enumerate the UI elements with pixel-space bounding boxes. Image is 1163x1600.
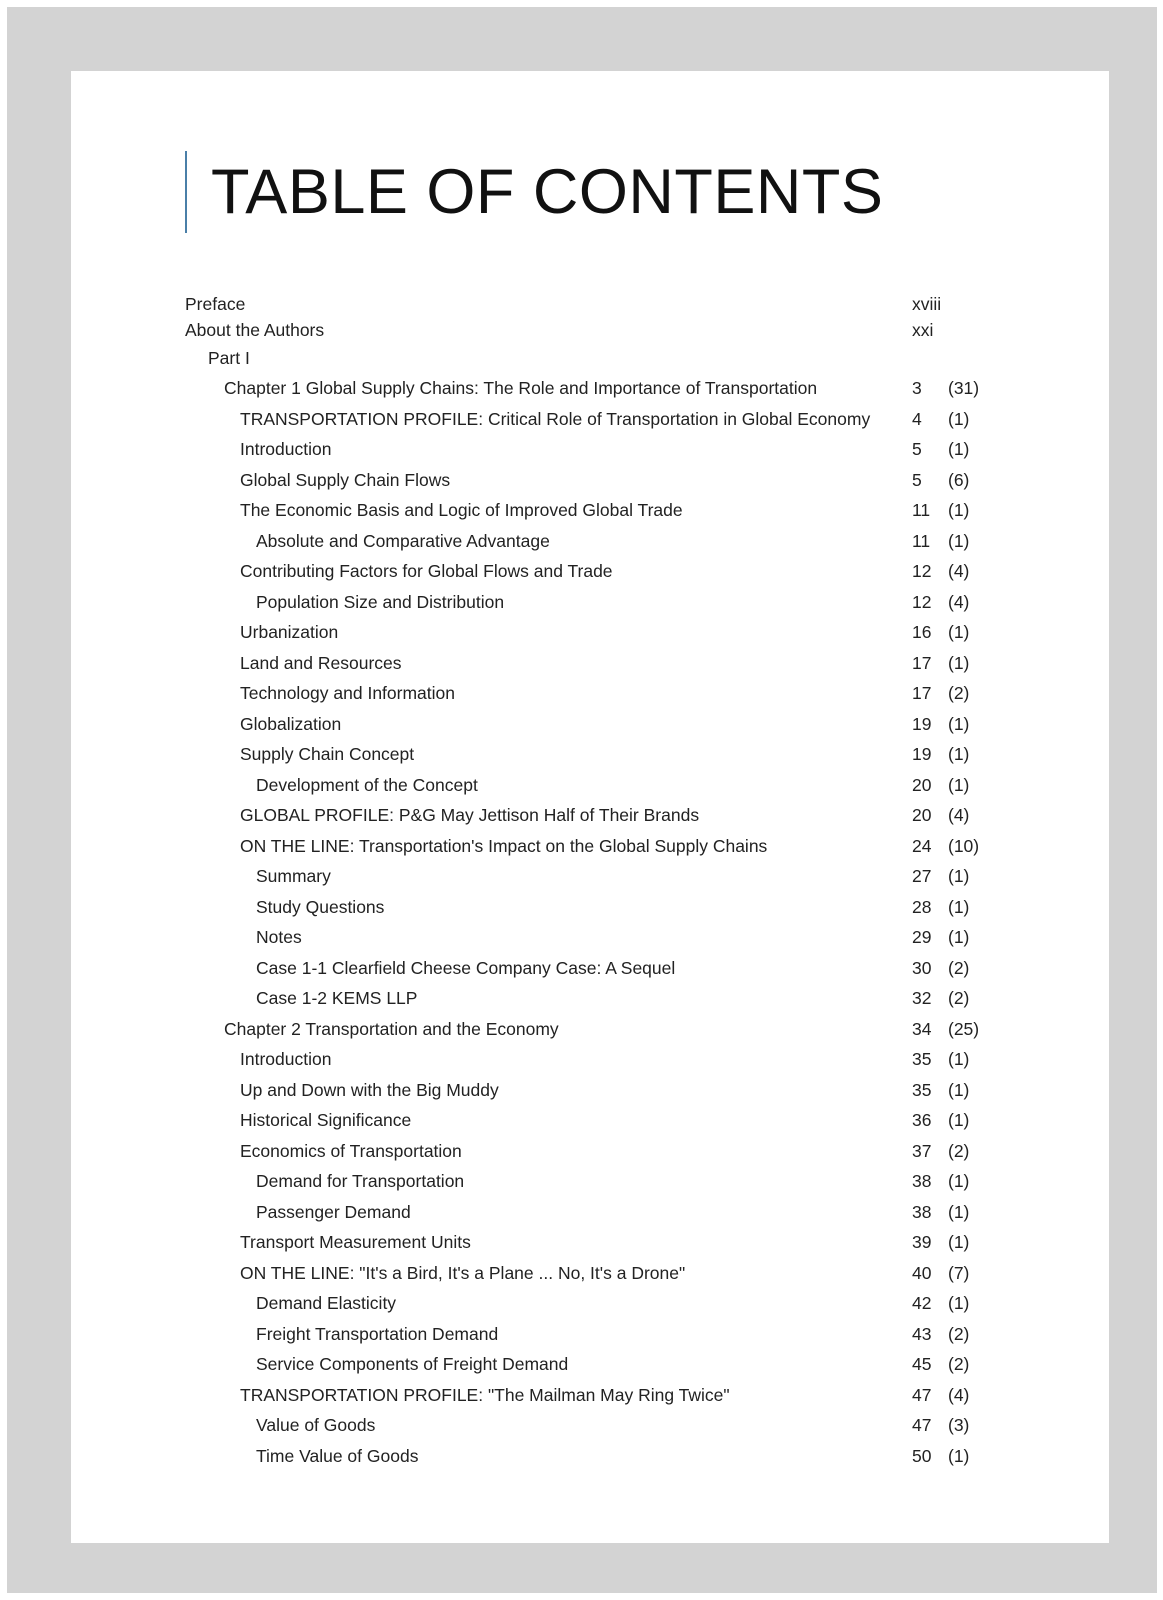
toc-entry[interactable] xyxy=(71,861,1109,891)
toc-entry-page-count: (1) xyxy=(948,530,970,551)
toc-entry-title: Contributing Factors for Global Flows and Trade xyxy=(240,561,613,581)
toc-entry-page: 30 xyxy=(912,957,932,978)
toc-entry-page-count: (1) xyxy=(948,622,970,642)
toc-entry-page: 37 xyxy=(912,1140,932,1161)
toc-entry[interactable] xyxy=(71,800,1109,830)
page-title: TABLE OF CONTENTS xyxy=(211,157,884,227)
toc-entry[interactable] xyxy=(71,404,1109,434)
toc-entry-page-count: (1) xyxy=(948,1171,970,1191)
toc-entry[interactable] xyxy=(71,1197,1109,1227)
toc-entry[interactable] xyxy=(71,1166,1109,1196)
toc-entry-page-count: (1) xyxy=(948,1445,970,1466)
toc-entry[interactable] xyxy=(71,495,1109,525)
toc-entry-title: Value of Goods xyxy=(256,1415,376,1435)
toc-entry[interactable] xyxy=(71,1258,1109,1288)
toc-entry[interactable] xyxy=(71,1349,1109,1379)
toc-entry-title: Global Supply Chain Flows xyxy=(240,469,451,490)
toc-entry-title: Technology and Information xyxy=(240,683,455,703)
toc-entry-page-count: (2) xyxy=(948,988,970,1008)
toc-entry-page-count: (1) xyxy=(948,927,970,947)
toc-entry-page-count: (1) xyxy=(948,500,970,520)
toc-entry-page: 38 xyxy=(912,1171,932,1191)
toc-entry-title: Case 1-1 Clearfield Cheese Company Case: A Sequel xyxy=(256,957,676,978)
toc-entry-title: Case 1-2 KEMS LLP xyxy=(256,988,418,1008)
toc-entry-page-count: (1) xyxy=(948,896,970,917)
toc-entry-title: GLOBAL PROFILE: P&G May Jettison Half of Their Brands xyxy=(240,805,700,825)
toc-entry-page: 20 xyxy=(912,774,932,795)
toc-entry-page-count: (3) xyxy=(948,1415,970,1435)
toc-entry-title: Population Size and Distribution xyxy=(256,591,505,612)
toc-entry-title: Development of the Concept xyxy=(256,774,478,795)
toc-entry[interactable] xyxy=(71,922,1109,952)
toc-entry-title: Part I xyxy=(208,348,250,368)
toc-entry-title: ON THE LINE: Transportation's Impact on the Global Supply Chains xyxy=(240,835,768,856)
toc-entry[interactable] xyxy=(71,770,1109,800)
toc-entry-page-count: (1) xyxy=(948,1201,970,1222)
toc-entry-page: 43 xyxy=(912,1323,932,1344)
toc-entry-title: Supply Chain Concept xyxy=(240,744,415,764)
toc-entry[interactable] xyxy=(71,556,1109,586)
toc-entry-title: Transport Measurement Units xyxy=(240,1232,471,1252)
toc-entry-page-count: (1) xyxy=(948,408,970,429)
toc-entry-title: Notes xyxy=(256,927,302,947)
toc-entry-page: 40 xyxy=(912,1262,932,1283)
toc-entry[interactable] xyxy=(71,831,1109,861)
toc-entry-page-count: (1) xyxy=(948,774,970,795)
toc-entry-title: Land and Resources xyxy=(240,652,402,673)
toc-entry-page: 5 xyxy=(912,439,922,459)
toc-entry-title: About the Authors xyxy=(185,320,325,340)
toc-entry-page-count: (1) xyxy=(948,866,970,886)
toc-entry-page: 19 xyxy=(912,744,932,764)
toc-entry-page: xviii xyxy=(912,294,942,314)
toc-entry-page-count: (2) xyxy=(948,1323,970,1344)
toc-entry[interactable] xyxy=(71,1319,1109,1349)
toc-entry-page: 47 xyxy=(912,1384,932,1405)
toc-entry-title: The Economic Basis and Logic of Improved Global Trade xyxy=(240,500,683,520)
toc-entry-title: Introduction xyxy=(240,1049,332,1069)
toc-entry[interactable] xyxy=(71,1410,1109,1440)
toc-entry-title: Historical Significance xyxy=(240,1110,412,1130)
toc-entry[interactable] xyxy=(71,1441,1109,1471)
toc-entry[interactable] xyxy=(71,1136,1109,1166)
toc-entry-title: Demand Elasticity xyxy=(256,1293,397,1313)
toc-entry-page-count: (1) xyxy=(948,1293,970,1313)
toc-entry[interactable] xyxy=(71,617,1109,647)
toc-entry-title: Chapter 1 Global Supply Chains: The Role and Importance of Transportation xyxy=(224,378,818,398)
toc-entry-page-count: (1) xyxy=(948,713,970,734)
toc-entry[interactable] xyxy=(71,953,1109,983)
toc-entry-title: Up and Down with the Big Muddy xyxy=(240,1079,499,1100)
toc-entry-title: ON THE LINE: "It's a Bird, It's a Plane ... No, It's a Drone" xyxy=(240,1262,686,1283)
toc-entry-page: 34 xyxy=(912,1018,932,1039)
toc-entry[interactable] xyxy=(71,892,1109,922)
toc-entry-page: 4 xyxy=(912,408,922,429)
toc-entry-page-count: (1) xyxy=(948,1110,970,1130)
toc-entry-title: Study Questions xyxy=(256,896,385,917)
toc-entry-page: 50 xyxy=(912,1445,932,1466)
toc-entry[interactable] xyxy=(71,1380,1109,1410)
document-page xyxy=(71,71,1109,1543)
toc-entry-page: 20 xyxy=(912,805,932,825)
toc-entry-title: Preface xyxy=(185,294,246,314)
toc-entry-title: Summary xyxy=(256,866,331,886)
toc-entry[interactable] xyxy=(71,739,1109,769)
toc-entry-title: Demand for Transportation xyxy=(256,1171,465,1191)
toc-entry[interactable] xyxy=(71,1288,1109,1318)
toc-entry-page: 27 xyxy=(912,866,932,886)
toc-entry-page: 28 xyxy=(912,896,932,917)
toc-entry-page: 3 xyxy=(912,378,922,398)
toc-entry-title: Urbanization xyxy=(240,622,339,642)
toc-entry-title: Globalization xyxy=(240,713,342,734)
toc-entry[interactable] xyxy=(71,1014,1109,1044)
toc-entry-page-count: (2) xyxy=(948,957,970,978)
toc-entry-page-count: (6) xyxy=(948,469,970,490)
toc-entry[interactable] xyxy=(71,1105,1109,1135)
toc-entry-page: 11 xyxy=(912,500,931,520)
toc-entry-title: Time Value of Goods xyxy=(256,1445,419,1466)
toc-entry-title: Freight Transportation Demand xyxy=(256,1323,499,1344)
toc-entry[interactable] xyxy=(71,1044,1109,1074)
toc-entry[interactable] xyxy=(71,678,1109,708)
toc-entry-page: 36 xyxy=(912,1110,932,1130)
toc-entry-title: TRANSPORTATION PROFILE: "The Mailman May Ring Twice" xyxy=(240,1384,730,1405)
toc-entry-page: 19 xyxy=(912,713,932,734)
toc-entry-title: Economics of Transportation xyxy=(240,1140,462,1161)
toc-entry-page: 38 xyxy=(912,1201,932,1222)
toc-entry[interactable] xyxy=(71,465,1109,495)
toc-entry-page: 29 xyxy=(912,927,932,947)
toc-entry-page-count: (1) xyxy=(948,652,970,673)
toc-entry-page: 5 xyxy=(912,469,922,490)
toc-entry-page: 17 xyxy=(912,683,932,703)
toc-entry-page: 39 xyxy=(912,1232,932,1252)
toc-entry-page: 35 xyxy=(912,1049,932,1069)
toc-entry-title: Chapter 2 Transportation and the Economy xyxy=(224,1018,559,1039)
toc-entry-page: 35 xyxy=(912,1079,932,1100)
toc-entry[interactable] xyxy=(71,373,1109,403)
table-of-contents xyxy=(71,71,1109,1473)
toc-entry-page: 17 xyxy=(912,652,932,673)
toc-entry[interactable] xyxy=(71,343,1109,373)
toc-entry-title: Absolute and Comparative Advantage xyxy=(256,530,550,551)
toc-entry-page: 47 xyxy=(912,1415,932,1435)
toc-entry[interactable] xyxy=(71,1075,1109,1105)
toc-entry-page-count: (4) xyxy=(948,561,970,581)
toc-entry[interactable] xyxy=(71,587,1109,617)
toc-entry-page: 11 xyxy=(912,530,931,551)
toc-entry-page-count: (25) xyxy=(948,1018,980,1039)
toc-entry[interactable] xyxy=(71,648,1109,678)
toc-entry-page-count: (1) xyxy=(948,439,970,459)
toc-entry-page-count: (4) xyxy=(948,1384,970,1405)
toc-entry-page: 12 xyxy=(912,561,932,581)
toc-entry-page-count: (7) xyxy=(948,1262,970,1283)
toc-entry[interactable] xyxy=(71,983,1109,1013)
page-frame xyxy=(7,7,1157,1593)
toc-entry-title: TRANSPORTATION PROFILE: Critical Role of Transportation in Global Economy xyxy=(240,408,871,429)
toc-entry-page-count: (2) xyxy=(948,683,970,703)
toc-entry-page: 45 xyxy=(912,1354,932,1374)
toc-entry-page-count: (1) xyxy=(948,1232,970,1252)
toc-entry-title: Service Components of Freight Demand xyxy=(256,1354,569,1374)
toc-entry-page-count: (2) xyxy=(948,1354,970,1374)
toc-entry-page-count: (1) xyxy=(948,744,970,764)
toc-entry[interactable] xyxy=(71,434,1109,464)
toc-entry-page: 16 xyxy=(912,622,932,642)
toc-entry-page-count: (2) xyxy=(948,1140,970,1161)
toc-entry-page: 12 xyxy=(912,591,932,612)
toc-entry[interactable] xyxy=(71,526,1109,556)
toc-entry[interactable] xyxy=(71,315,1109,345)
toc-entry-page: 42 xyxy=(912,1293,932,1313)
toc-entry-page-count: (31) xyxy=(948,378,980,398)
toc-entry-page-count: (4) xyxy=(948,591,970,612)
toc-entry-title: Passenger Demand xyxy=(256,1201,411,1222)
toc-entry[interactable] xyxy=(71,709,1109,739)
toc-entry-page-count: (10) xyxy=(948,835,980,856)
toc-entry-page: 32 xyxy=(912,988,932,1008)
toc-entry-page-count: (1) xyxy=(948,1049,970,1069)
toc-entry-page-count: (1) xyxy=(948,1079,970,1100)
toc-entry-page-count: (4) xyxy=(948,805,970,825)
toc-entry-title: Introduction xyxy=(240,439,332,459)
toc-entry-page: xxi xyxy=(912,320,934,340)
toc-entry-page: 24 xyxy=(912,835,932,856)
toc-entry[interactable] xyxy=(71,1227,1109,1257)
